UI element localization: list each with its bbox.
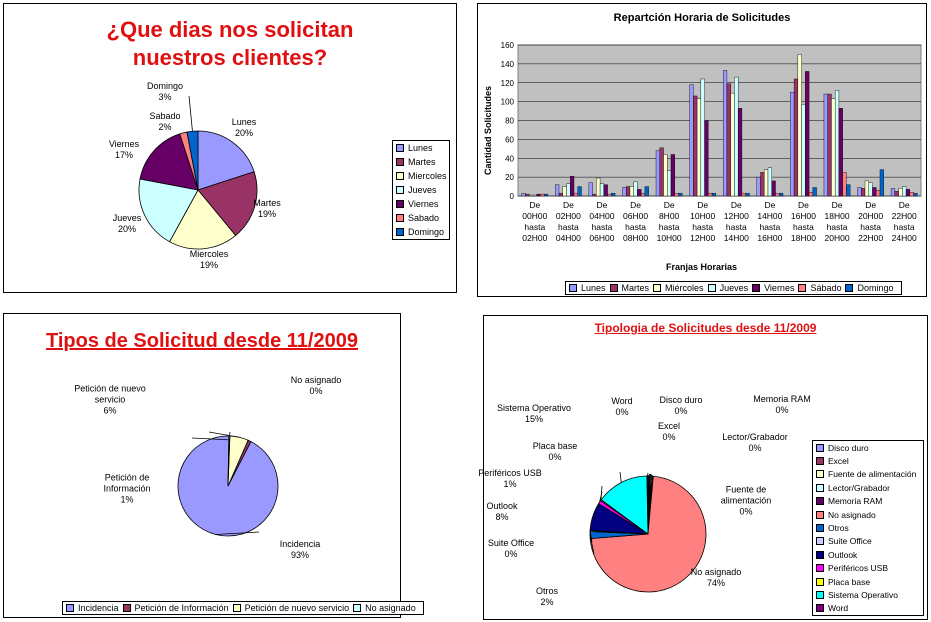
legend-item-peticion-de-informacion [123,603,229,613]
bar-viernes-1 [570,176,574,196]
bar-domingo-7 [779,193,783,196]
bar-domingo-0 [544,194,548,196]
data-label-peticion-de-informacion: Petición de Información 1% [103,472,151,505]
legend-label: Placa base [828,576,871,587]
bar-domingo-11 [914,193,918,196]
bar-viernes-6 [738,108,742,196]
data-label-memoria-ram: Memoria RAM 0% [753,394,811,415]
bar-domingo-4 [678,193,682,196]
legend-days [392,140,450,240]
legend-label: Incidencia [78,603,119,613]
legend-swatch [708,284,716,292]
bar-miercoles-9 [831,99,835,196]
legend-label: Memoria RAM [828,496,883,507]
legend-label: Lunes [581,283,606,293]
legend-label: Periféricos USB [828,563,888,574]
pie-chart-days [4,4,458,294]
bar-martes-9 [828,94,832,196]
y-tick-label: 60 [505,135,514,145]
y-axis-label: Cantidad Solicitudes [483,85,493,176]
legend-item-no-asignado [813,508,923,521]
legend-swatch [816,591,824,599]
leader-line [620,472,621,483]
bar-jueves-1 [567,184,571,196]
legend-swatch [752,284,760,292]
bar-viernes-7 [772,181,776,196]
bar-viernes-3 [637,189,641,196]
legend-swatch [816,578,824,586]
legend-item-martes [610,283,650,293]
pie-chart-types [4,314,402,619]
legend-swatch [396,158,404,166]
bar-lunes-11 [891,188,895,196]
data-label-jueves: Jueves 20% [112,213,142,234]
bar-jueves-4 [667,171,671,196]
legend-swatch [123,604,131,612]
y-tick-label: 100 [500,97,514,107]
x-tick-label: De 12H00 hasta 14H00 [723,200,749,243]
bar-domingo-10 [880,170,884,196]
bar-sabado-3 [641,193,645,196]
legend-label: Otros [828,523,849,534]
legend-item-memoria-ram [813,495,923,508]
bar-sabado-11 [910,192,914,196]
legend-swatch [816,537,824,545]
legend-label: No asignado [365,603,416,613]
bar-sabado-8 [809,192,813,196]
data-label-no-asignado: No asignado 0% [290,375,342,396]
legend-swatch [816,497,824,505]
x-tick-label: De 02H00 hasta 04H00 [555,200,581,243]
leader-line [601,486,602,500]
legend-item-miercoles [393,169,449,183]
bar-sabado-9 [843,172,847,196]
bar-domingo-1 [578,187,582,196]
legend-swatch [396,214,404,222]
legend-swatch [845,284,853,292]
legend-swatch [816,484,824,492]
legend-swatch [816,564,824,572]
legend-label: Excel [828,456,849,467]
bar-jueves-3 [634,182,638,196]
bar-viernes-10 [872,188,876,196]
data-label-no-asignado: No asignado 74% [690,567,742,588]
bar-jueves-2 [600,184,604,196]
legend-label: Jueves [408,185,437,195]
legend-swatch [798,284,806,292]
bar-lunes-6 [723,70,727,196]
legend-swatch [396,200,404,208]
legend-label: Miercoles [408,171,447,181]
legend-label: Fuente de alimentación [828,469,917,480]
data-label-martes: Martes 19% [253,198,281,219]
bar-sabado-7 [775,193,779,196]
bar-viernes-5 [705,121,709,197]
data-label-sistema-operativo: Sistema Operativo 15% [496,403,572,424]
data-label-fuente-de-alimentacion: Fuente de alimentación 0% [720,484,772,517]
legend-label: Sábado [810,283,842,293]
y-tick-label: 20 [505,173,514,183]
legend-swatch [396,144,404,152]
bar-sabado-5 [708,193,712,196]
x-tick-label: De 14H00 hasta 16H00 [757,200,783,243]
legend-label: Sistema Operativo [828,589,898,600]
legend-swatch [653,284,661,292]
legend-label: Outlook [828,549,858,560]
x-tick-label: De 20H00 hasta 22H00 [858,200,884,243]
y-tick-label: 160 [500,41,514,50]
bar-martes-2 [593,194,597,196]
bar-jueves-11 [902,187,906,196]
data-label-outlook: Outlook 8% [486,501,518,522]
chart-title-tipologia: Tipologia de Solicitudes desde 11/2009 [594,321,817,335]
bar-martes-1 [559,193,563,196]
legend-label: Petición de nuevo servicio [244,603,350,613]
bar-martes-8 [794,79,798,196]
legend-label: Word [828,603,849,614]
bar-domingo-5 [712,193,716,196]
chart-title-hours: Repartción Horaria de Solicitudes [613,12,791,24]
bar-sabado-6 [742,193,746,196]
chart-panel-hours [477,3,927,297]
legend-item-martes [393,155,449,169]
bar-viernes-8 [805,71,809,196]
legend-item-perifericos-usb [813,562,923,575]
legend-item-sabado [393,211,449,225]
legend-label: Lunes [408,143,433,153]
legend-hours [565,281,902,295]
legend-swatch [569,284,577,292]
bar-lunes-5 [690,85,694,196]
data-label-disco-duro: Disco duro 0% [659,395,703,416]
legend-item-fuente-de-alimentacion [813,468,923,481]
bar-viernes-11 [906,189,910,196]
y-tick-label: 120 [500,78,514,88]
legend-swatch [610,284,618,292]
legend-swatch [233,604,241,612]
legend-swatch [816,444,824,452]
bar-miercoles-5 [697,99,701,196]
bar-martes-7 [761,172,765,196]
x-tick-label: De 22H00 hasta 24H00 [891,200,917,243]
bar-jueves-0 [533,195,537,196]
bar-miercoles-4 [664,154,668,196]
bar-lunes-10 [858,188,862,196]
data-label-lunes: Lunes 20% [231,117,257,138]
data-label-suite-office: Suite Office 0% [487,538,535,559]
bar-miercoles-8 [798,54,802,196]
bar-viernes-9 [839,108,843,196]
data-label-domingo: Domingo 3% [146,81,184,102]
bar-martes-0 [525,194,529,196]
bar-martes-3 [626,187,630,196]
x-tick-label: De 04H00 hasta 06H00 [589,200,615,243]
legend-swatch [396,186,404,194]
bar-miercoles-3 [630,187,634,196]
legend-swatch [353,604,361,612]
legend-item-peticion-de-nuevo-servicio [233,603,350,613]
legend-item-suite-office [813,535,923,548]
legend-label: Domingo [408,227,445,237]
legend-item-word [813,602,923,615]
bar-miercoles-6 [731,93,735,196]
legend-label: Viernes [408,199,439,209]
legend-item-otros [813,521,923,534]
legend-swatch [396,172,404,180]
data-label-perifericos-usb: Periféricos USB 1% [478,468,542,489]
legend-label: Martes [621,283,650,293]
bar-martes-6 [727,84,731,196]
bar-lunes-8 [790,92,794,196]
legend-swatch [816,551,824,559]
bar-domingo-2 [611,193,615,196]
legend-swatch [816,470,824,478]
legend-label: Petición de Información [134,603,229,613]
legend-swatch [816,524,824,532]
bar-domingo-6 [746,193,750,196]
bar-lunes-9 [824,94,828,196]
legend-item-incidencia [66,603,119,613]
leader-line [647,473,648,476]
bar-sabado-2 [608,194,612,196]
legend-item-domingo [393,225,449,239]
bar-miercoles-11 [899,188,903,196]
bar-viernes-0 [537,194,541,196]
bar-lunes-1 [555,185,559,196]
data-label-placa-base: Placa base 0% [532,441,578,462]
bar-martes-4 [660,148,664,196]
bar-jueves-7 [768,168,772,196]
bar-domingo-9 [846,185,850,196]
bar-jueves-6 [734,77,738,196]
bar-jueves-8 [802,104,806,196]
x-tick-label: De 18H00 hasta 20H00 [824,200,850,243]
legend-item-disco-duro [813,441,923,454]
leader-line [189,96,192,131]
data-label-miercoles: Miercoles 19% [189,249,229,270]
legend-item-miercoles [653,283,704,293]
legend-label: Suite Office [828,536,872,547]
legend-label: Martes [408,157,436,167]
legend-label: Miércoles [665,283,704,293]
bar-martes-10 [861,188,865,196]
chart-panel-days [3,3,457,293]
legend-label: Domingo [857,283,894,293]
legend-label: Viernes [764,283,795,293]
bar-viernes-2 [604,185,608,196]
legend-item-outlook [813,548,923,561]
legend-item-sistema-operativo [813,588,923,601]
bar-miercoles-10 [865,181,869,196]
data-label-viernes: Viernes 17% [108,139,140,160]
bar-lunes-2 [589,183,593,196]
legend-tipologia [812,440,924,616]
x-axis-label: Franjas Horarias [665,262,738,272]
bar-jueves-10 [869,183,873,196]
bar-sabado-10 [876,190,880,196]
legend-label: Jueves [719,283,749,293]
bar-miercoles-0 [529,195,533,196]
bar-miercoles-1 [563,187,567,196]
legend-item-lector-grabador [813,481,923,494]
legend-item-viernes [393,197,449,211]
bar-sabado-4 [675,193,679,196]
bar-sabado-1 [574,193,578,196]
legend-types [62,601,424,615]
legend-label: Disco duro [828,442,869,453]
x-tick-label: De 10H00 hasta 12H00 [690,200,716,243]
legend-label: Lector/Grabador [828,482,890,493]
bar-lunes-0 [522,193,526,196]
data-label-sabado: Sabado 2% [149,111,181,132]
y-tick-label: 40 [505,154,514,164]
x-tick-label: De 06H00 hasta 08H00 [623,200,649,243]
legend-item-viernes [752,283,794,293]
bar-viernes-4 [671,154,675,196]
chart-panel-types [3,313,416,618]
bar-lunes-4 [656,151,660,196]
legend-item-domingo [845,283,893,293]
bar-chart-hours [478,4,928,298]
legend-item-lunes [393,141,449,155]
x-tick-label: De 00H00 hasta 02H00 [522,200,548,243]
legend-swatch [816,604,824,612]
legend-item-sabado [798,283,841,293]
legend-item-jueves [393,183,449,197]
legend-item-jueves [708,283,749,293]
legend-item-placa-base [813,575,923,588]
x-tick-label: De 16H00 hasta 18H00 [790,200,816,243]
legend-item-no-asignado [353,603,416,613]
y-tick-label: 80 [505,116,514,126]
bar-domingo-8 [813,188,817,196]
legend-item-excel [813,454,923,467]
legend-label: No asignado [828,509,876,520]
bar-domingo-3 [645,187,649,196]
legend-swatch [396,228,404,236]
chart-title-types: Tipos de Solicitud desde 11/2009 [46,330,358,352]
bar-lunes-7 [757,177,761,196]
data-label-excel: Excel 0% [657,421,681,442]
data-label-otros: Otros 2% [535,586,559,607]
bar-lunes-3 [622,188,626,196]
data-label-lector-grabador: Lector/Grabador 0% [722,432,788,453]
bar-martes-11 [895,191,899,196]
y-tick-label: 0 [509,192,514,201]
bar-sabado-0 [540,194,544,196]
data-label-peticion-de-nuevo-servicio: Petición de nuevo servicio 6% [74,383,146,416]
legend-swatch [816,511,824,519]
chart-panel-tipologia [478,315,928,620]
legend-item-lunes [569,283,606,293]
bar-miercoles-2 [596,178,600,196]
bar-jueves-9 [835,90,839,196]
bar-martes-5 [693,96,697,196]
legend-label: Sabado [408,213,440,223]
data-label-incidencia: Incidencia 93% [279,539,321,560]
bar-jueves-5 [701,79,705,196]
chart-title-days: ¿Que dias nos solicitan nuestros clientes? [106,17,354,70]
bar-miercoles-7 [764,170,768,196]
legend-swatch [816,457,824,465]
x-tick-label: De 8H00 hasta 10H00 [656,200,682,243]
y-tick-label: 140 [500,59,514,69]
data-label-word: Word 0% [611,396,633,417]
legend-swatch [66,604,74,612]
